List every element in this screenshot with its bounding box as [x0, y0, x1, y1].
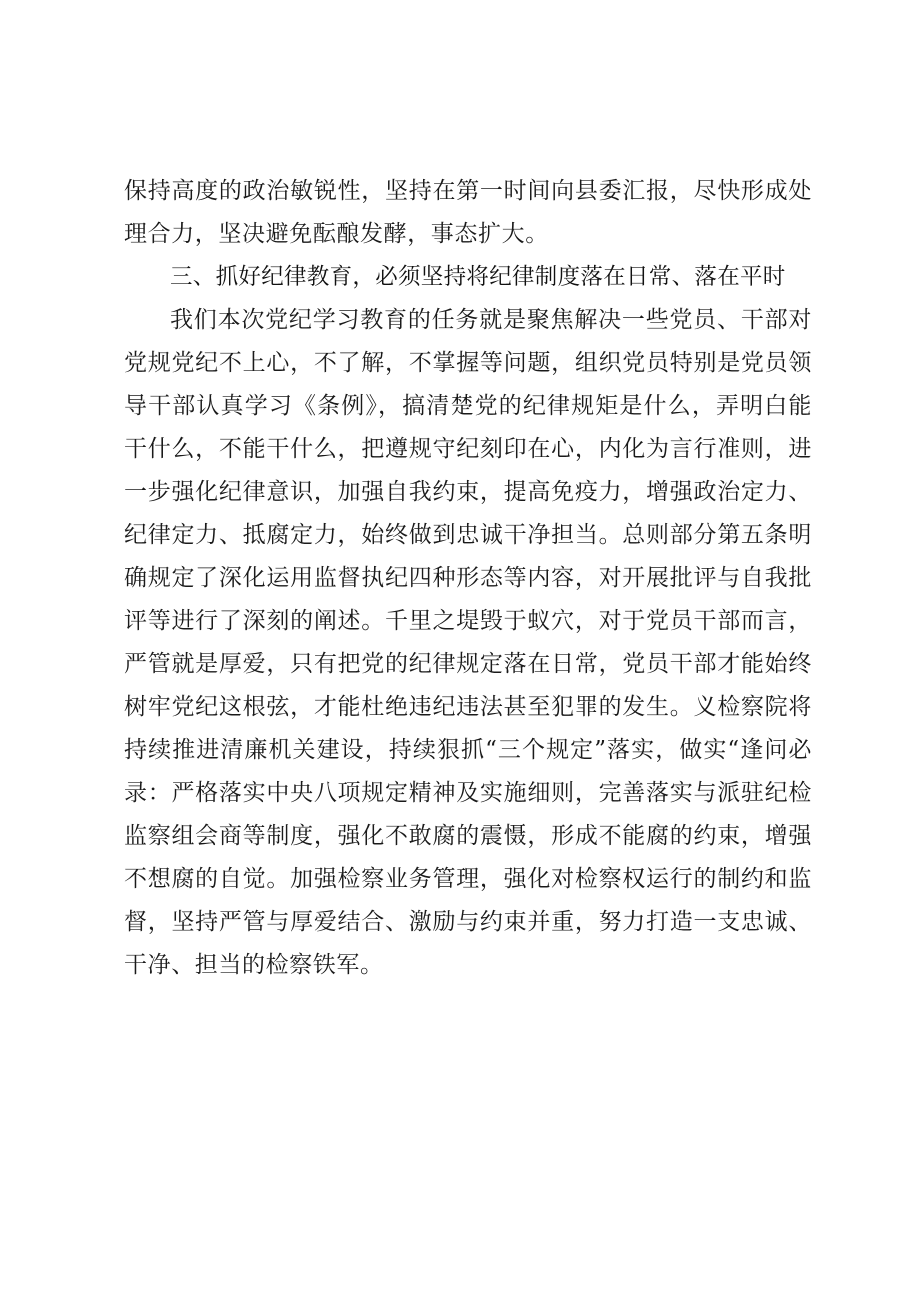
section-heading: 三、抓好纪律教育，必须坚持将纪律制度落在日常、落在平时 — [170, 264, 786, 290]
document-body — [124, 170, 812, 987]
paragraph-continued: 保持高度的政治敏锐性，坚持在第一时间向县委汇报，尽快形成处理合力，坚决避免酝酿发酵，事态扩大。 — [124, 178, 812, 247]
paragraph-main: 我们本次党纪学习教育的任务就是聚焦解决一些党员、干部对党规党纪不上心，不了解，不掌握等问题，组织党员特别是党员领导干部认真学习《条例》，搞清楚党的纪律规矩是什么，弄明白能干什么，不能干什么，把遵规守纪刻印在心，内化为言行准则，进一步强化纪律意识，加强自我约束，提高免疫力，增强政治定力、纪律定力、抵腐定力，始终做到忠诚干净担当。总则部分第五条明确规定了深化运用监督执纪四种形态等内容，对开展批评与自我批评等进行了深刻的阐述。千里之堤毁于蚁穴，对于党员干部而言，严管就是厚爱，只有把党的纪律规定落在日常，党员干部才能始终树牢党纪这根弦，才能杜绝违纪违法甚至犯罪的发生。义检察院将持续推进清廉机关建设，持续狠抓“三个规定”落实，做实“逢问必录：严格落实中央八项规定精神及实施细则，完善落实与派驻纪检监察组会商等制度，强化不敢腐的震慑，形成不能腐的约束，增强不想腐的自觉。加强检察业务管理，强化对检察权运行的制约和监督，坚持严管与厚爱结合、激励与约束并重，努力打造一支忠诚、干净、担当的检察铁军。 — [124, 307, 812, 978]
